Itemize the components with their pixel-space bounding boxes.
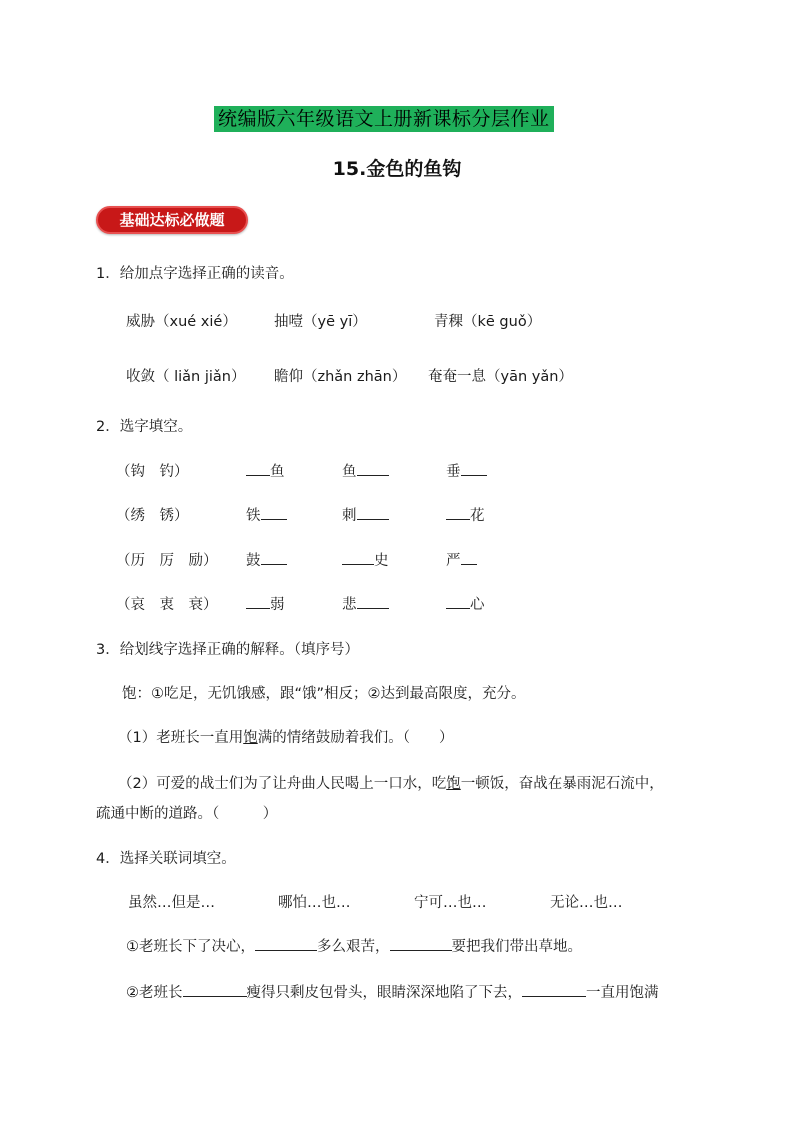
q4-option: 哪怕…也… bbox=[278, 895, 351, 911]
q2-blank-item[interactable]: 悲 bbox=[342, 593, 389, 614]
q2-char-group: （哀 衷 衰） bbox=[116, 597, 218, 613]
q2-char-group: （钩 钓） bbox=[116, 464, 189, 480]
q2-blank-item[interactable]: 鱼 bbox=[246, 460, 285, 481]
q3-item-2: （2）可爱的战士们为了让舟曲人民喝上一口水，吃饱一顿饭，奋战在暴雨泥石流中， bbox=[118, 776, 664, 792]
q1-item: 抽噎（yē yī） bbox=[274, 314, 367, 330]
q2-blank-item[interactable]: 心 bbox=[446, 593, 485, 614]
q3-item-1: （1）老班长一直用饱满的情绪鼓励着我们。（ ） bbox=[118, 730, 454, 746]
q4-sentence-2: ②老班长 瘦得只剩皮包骨头，眼睛深深地陷了下去， 一直用饱满 bbox=[126, 981, 659, 1002]
q1-item: 瞻仰（zhǎn zhān） bbox=[274, 369, 407, 385]
q2-blank-item[interactable]: 花 bbox=[446, 504, 485, 525]
fill-blank[interactable] bbox=[255, 936, 317, 951]
q2-char-group: （绣 锈） bbox=[116, 508, 189, 524]
q2-blank-item[interactable]: 鼓 bbox=[246, 549, 287, 570]
q1-item: 奄奄一息（yān yǎn） bbox=[428, 369, 573, 385]
q1-item: 青稞（kē guǒ） bbox=[434, 314, 542, 330]
question-4-prompt: 4．选择关联词填空。 bbox=[96, 851, 236, 867]
fill-blank[interactable] bbox=[183, 982, 247, 997]
section-badge: 基础达标必做题 bbox=[96, 206, 248, 234]
q2-blank-item[interactable]: 严 bbox=[446, 549, 477, 570]
q3-item-2-continued: 疏通中断的道路。（ ） bbox=[96, 806, 278, 822]
q2-blank-item[interactable]: 鱼 bbox=[342, 460, 389, 481]
q4-sentence-1: ①老班长下了决心， 多么艰苦， 要把我们带出草地。 bbox=[126, 935, 582, 956]
q3-definition: 饱：①吃足，无饥饿感，跟“饿”相反；②达到最高限度，充分。 bbox=[122, 686, 526, 702]
question-1-prompt: 1．给加点字选择正确的读音。 bbox=[96, 266, 294, 282]
fill-blank[interactable] bbox=[390, 936, 452, 951]
q2-blank-item[interactable]: 弱 bbox=[246, 593, 285, 614]
q2-blank-item[interactable]: 垂 bbox=[446, 460, 487, 481]
question-2-prompt: 2．选字填空。 bbox=[96, 419, 193, 435]
q4-option: 虽然…但是… bbox=[128, 895, 215, 911]
q4-option: 无论…也… bbox=[550, 895, 623, 911]
q1-item: 威胁（xué xié） bbox=[126, 314, 237, 330]
underlined-char: 饱 bbox=[446, 776, 461, 792]
q2-blank-item[interactable]: 铁 bbox=[246, 504, 287, 525]
q4-option: 宁可…也… bbox=[414, 895, 487, 911]
q2-blank-item[interactable]: 史 bbox=[342, 549, 389, 570]
q1-item: 收敛（ liǎn jiǎn） bbox=[126, 369, 246, 385]
question-3-prompt: 3．给划线字选择正确的解释。（填序号） bbox=[96, 642, 359, 658]
q2-char-group: （历 厉 励） bbox=[116, 553, 218, 569]
underlined-char: 饱 bbox=[243, 730, 258, 746]
q2-blank-item[interactable]: 刺 bbox=[342, 504, 389, 525]
fill-blank[interactable] bbox=[522, 982, 586, 997]
lesson-title: 15.金色的鱼钩 bbox=[332, 158, 462, 180]
document-header-title: 统编版六年级语文上册新课标分层作业 bbox=[214, 106, 554, 132]
